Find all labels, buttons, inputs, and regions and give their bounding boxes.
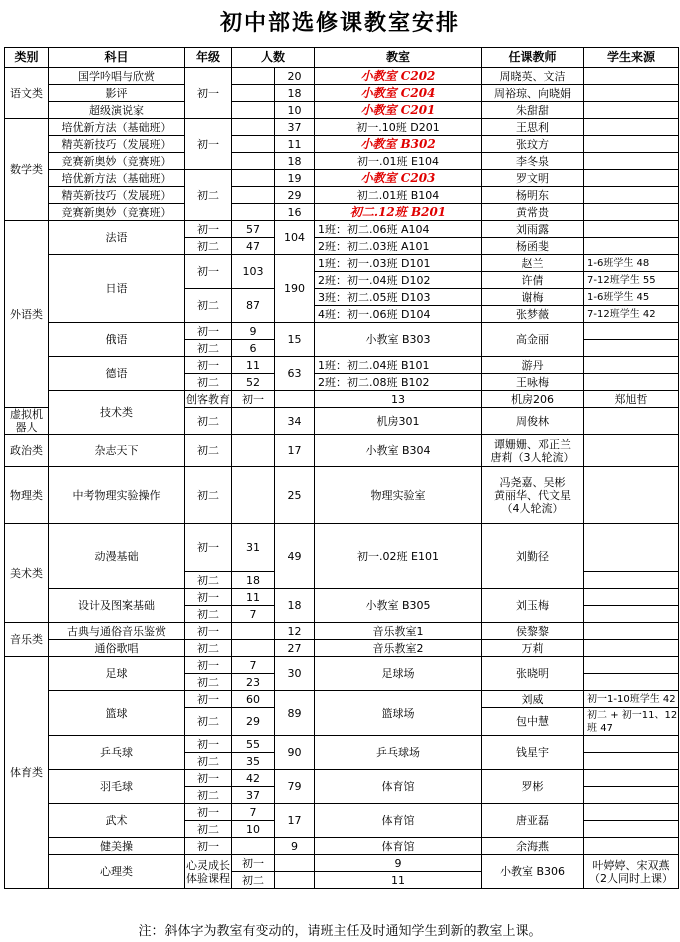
table-row [5,153,679,170]
table-row [5,467,679,524]
table-cell: 语文类 [5,68,49,119]
table-cell: 动漫基础 [49,524,185,589]
table-cell: 侯黎黎 [482,623,584,640]
table-cell: 初二.12班 B201 [315,204,482,221]
table-row [5,770,679,787]
header-count: 人数 [232,48,315,68]
table-cell: 60 [232,691,275,708]
table-cell: 初二 [185,708,232,736]
table-cell: 104 [275,221,315,255]
table-cell: 18 [232,572,275,589]
table-cell: 初二 [185,787,232,804]
table-cell: 王思利 [482,119,584,136]
table-cell: 初二 + 初一11、12 班 47 [584,708,679,736]
table-cell [232,136,275,153]
table-cell: 9 [315,855,482,872]
table-cell: 11 [232,589,275,606]
table-cell: 美术类 [5,524,49,623]
table-cell: 1班：初一.03班 D101 [315,255,482,272]
table-cell: 52 [232,374,275,391]
table-cell: 初一 [185,657,232,674]
table-cell: 黄常贵 [482,204,584,221]
table-cell: 42 [232,770,275,787]
table-cell [584,357,679,374]
table-cell: 7 [232,657,275,674]
table-cell: 音乐教室1 [315,623,482,640]
schedule-table [4,47,679,889]
table-cell: 初一 [185,357,232,374]
table-cell: 3班：初二.05班 D103 [315,289,482,306]
table-cell [275,855,315,872]
table-cell: 叶婷婷、宋双燕 （2人同时上课） [584,855,679,889]
table-cell: 乒乓球 [49,736,185,770]
table-cell: 高金丽 [482,323,584,357]
table-cell: 小教室 B306 [482,855,584,889]
table-cell: 精英新技巧（发展班） [49,187,185,204]
table-cell: 初一 [185,804,232,821]
table-cell: 机房301 [315,408,482,435]
table-cell: 103 [232,255,275,289]
table-cell: 2班：初二.08班 B102 [315,374,482,391]
header-grade: 年级 [185,48,232,68]
table-cell: 古典与通俗音乐鉴赏 [49,623,185,640]
table-row [5,736,679,753]
table-cell: 赵兰 [482,255,584,272]
table-cell: 培优新方法（基础班） [49,119,185,136]
table-cell: 11 [315,872,482,889]
table-cell: 初一 [185,255,232,289]
table-cell: 初一.02班 E101 [315,524,482,589]
table-cell [275,391,315,408]
table-cell: 培优新方法（基础班） [49,170,185,187]
table-row [5,691,679,708]
table-cell: 通俗歌唱 [49,640,185,657]
table-cell: 初二 [185,408,232,435]
table-cell: 87 [232,289,275,323]
table-row [5,170,679,187]
table-cell: 31 [232,524,275,572]
table-row [5,85,679,102]
table-cell [584,657,679,674]
table-cell [584,204,679,221]
header-classroom: 教室 [315,48,482,68]
table-cell: 初二 [185,572,232,589]
table-cell [584,640,679,657]
table-cell: 57 [232,221,275,238]
table-cell [584,770,679,787]
table-cell: 29 [275,187,315,204]
table-cell: 7 [232,606,275,623]
table-cell [584,736,679,753]
table-cell: 刘雨露 [482,221,584,238]
table-cell: 初二.01班 B104 [315,187,482,204]
table-cell: 初二 [232,872,275,889]
table-cell: 4班：初一.06班 D104 [315,306,482,323]
table-cell [584,606,679,623]
footnote: 注：斜体字为教室有变动的，请班主任及时通知学生到新的教室上课。 [138,924,542,939]
table-cell: 周晓英、文洁 [482,68,584,85]
table-cell: 20 [275,68,315,85]
table-cell: 30 [275,657,315,691]
table-row [5,524,679,572]
table-cell: 10 [275,102,315,119]
table-cell: 足球 [49,657,185,691]
table-cell: 小教室 C203 [315,170,482,187]
table-cell [232,204,275,221]
table-cell: 16 [275,204,315,221]
table-cell: 外语类 [5,221,49,408]
table-cell: 中考物理实验操作 [49,467,185,524]
table-cell: 杨函斐 [482,238,584,255]
table-cell: 精英新技巧（发展班） [49,136,185,153]
table-cell [584,435,679,467]
table-cell [232,102,275,119]
table-cell [232,435,275,467]
table-cell: 政治类 [5,435,49,467]
table-cell: 90 [275,736,315,770]
table-cell: 初一 [185,524,232,572]
table-cell: 7-12班学生 42 [584,306,679,323]
header-row [5,48,679,68]
table-cell [584,674,679,691]
table-cell [584,408,679,435]
table-cell: 心灵成长体验课程 [185,855,232,889]
table-cell: 6 [232,340,275,357]
table-cell: 谢梅 [482,289,584,306]
table-cell: 杂志天下 [49,435,185,467]
table-cell [232,153,275,170]
table-cell: 初二 [185,753,232,770]
table-cell: 朱甜甜 [482,102,584,119]
table-cell: 25 [275,467,315,524]
table-cell: 1-6班学生 45 [584,289,679,306]
table-cell: 罗彬 [482,770,584,804]
table-cell: 初一 [185,68,232,119]
table-cell [584,187,679,204]
table-cell: 初一 [185,221,232,238]
table-cell: 小教室 C201 [315,102,482,119]
table-cell: 刘威 [482,691,584,708]
table-cell: 物理实验室 [315,467,482,524]
table-cell: 2班：初一.04班 D102 [315,272,482,289]
table-cell: 音乐类 [5,623,49,657]
table-cell: 竞赛新奥妙（竞赛班） [49,204,185,221]
table-cell: 数学类 [5,119,49,221]
table-cell: 初一 [185,623,232,640]
table-cell: 12 [275,623,315,640]
table-cell: 18 [275,589,315,623]
table-cell: 李冬泉 [482,153,584,170]
table-cell: 89 [275,691,315,736]
table-cell: 创客教育 [186,392,230,406]
table-cell: 羽毛球 [49,770,185,804]
table-cell: 国学吟唱与欣赏 [49,68,185,85]
table-cell: 初一 [185,119,232,170]
table-cell [232,85,275,102]
table-cell: 小教室 B305 [315,589,482,623]
table-cell [584,153,679,170]
table-cell: 虚拟机器人 [5,408,49,435]
table-cell: 影评 [49,85,185,102]
table-cell: 钱星宇 [482,736,584,770]
table-cell: 55 [232,736,275,753]
header-teacher: 任课教师 [482,48,584,68]
table-cell: 张玟方 [482,136,584,153]
page-title: 初中部选修课教室安排 [219,10,460,36]
table-cell: 初一1-10班学生 42 [584,691,679,708]
table-cell: 物理类 [5,467,49,524]
table-cell: 1班：初二.06班 A104 [315,221,482,238]
table-cell: 包中慧 [482,708,584,736]
table-cell: 刘玉梅 [482,589,584,623]
table-row [5,657,679,674]
table-cell: 万莉 [482,640,584,657]
table-cell: 35 [232,753,275,770]
table-row [5,119,679,136]
table-row [5,323,679,340]
table-cell: 初二 [185,435,232,467]
table-cell: 17 [275,804,315,838]
table-cell: 1班：初二.04班 B101 [315,357,482,374]
table-cell: 11 [275,136,315,153]
table-cell [232,119,275,136]
table-cell [584,136,679,153]
table-cell [584,221,679,238]
table-cell: 张梦薇 [482,306,584,323]
table-cell: 1-6班学生 48 [584,255,679,272]
table-cell [584,589,679,606]
table-cell [584,623,679,640]
table-cell: 初二 [185,674,232,691]
table-cell: 许倩 [482,272,584,289]
table-cell: 29 [232,708,275,736]
table-cell: 18 [275,153,315,170]
table-cell: 初一.10班 D201 [315,119,482,136]
table-cell [584,374,679,391]
table-cell: 17 [275,435,315,467]
table-cell: 初一 [185,323,232,340]
table-cell: 初一 [185,589,232,606]
table-cell: 王咏梅 [482,374,584,391]
table-cell: 初一 [185,736,232,753]
table-cell: 足球场 [315,657,482,691]
table-cell: 初二 [185,821,232,838]
table-cell [232,838,275,855]
table-cell: 郑旭哲 [584,391,679,408]
header-category: 类别 [5,48,49,68]
table-cell [232,467,275,524]
table-cell: 初二 [185,640,232,657]
table-cell: 罗文明 [482,170,584,187]
table-cell: 初一 [185,691,232,708]
table-cell: 篮球 [49,691,185,736]
table-cell [584,572,679,589]
table-cell [584,340,679,357]
table-cell: 37 [232,787,275,804]
table-cell [584,838,679,855]
table-cell: 79 [275,770,315,804]
table-cell: 小教室 B303 [315,323,482,357]
table-cell: 初二 [185,289,232,323]
table-cell: 音乐教室2 [315,640,482,657]
table-cell: 190 [275,255,315,323]
table-cell: 9 [275,838,315,855]
table-cell: 竞赛新奥妙（竞赛班） [49,153,185,170]
table-cell: 37 [275,119,315,136]
table-row [5,804,679,821]
table-cell: 体育馆 [315,838,482,855]
table-cell: 法语 [49,221,185,255]
table-row [5,102,679,119]
table-row [5,204,679,221]
table-cell [584,804,679,821]
table-row [5,855,679,872]
table-cell [584,238,679,255]
table-cell [232,68,275,85]
table-cell [584,524,679,572]
table-cell: 小教室 B302 [315,136,482,153]
table-cell: 设计及图案基础 [49,589,185,623]
table-cell: 7 [232,804,275,821]
table-cell: 周俊林 [482,408,584,435]
table-cell: 初一 [185,838,232,855]
table-cell: 冯尧嘉、吴彬 黄丽华、代文星 （4人轮流） [482,467,584,524]
table-cell: 游丹 [482,357,584,374]
table-cell [584,119,679,136]
table-cell: 篮球场 [315,691,482,736]
table-cell [232,408,275,435]
table-cell [584,170,679,187]
table-cell: 初二 [185,374,232,391]
table-cell: 刘勤径 [482,524,584,589]
table-row [5,838,679,855]
table-cell [275,872,315,889]
table-cell [584,85,679,102]
table-cell: 杨明东 [482,187,584,204]
table-cell [584,102,679,119]
table-cell: 初二 [185,238,232,255]
table-cell: 武术 [49,804,185,838]
table-cell: 13 [315,391,482,408]
table-cell: 初二 [185,467,232,524]
table-cell [584,323,679,340]
table-row [5,435,679,467]
header-student-source: 学生来源 [584,48,679,68]
table-cell [584,467,679,524]
table-cell: 小教室 C204 [315,85,482,102]
table-cell [232,187,275,204]
table-cell: 11 [232,357,275,374]
table-cell: 9 [232,323,275,340]
header-subject: 科目 [49,48,185,68]
table-cell: 18 [275,85,315,102]
table-cell: 德语 [49,357,185,391]
table-row [5,623,679,640]
table-cell: 健美操 [49,838,185,855]
table-cell: 唐亚磊 [482,804,584,838]
table-cell: 谭姗姗、邓正兰 唐莉（3人轮流） [482,435,584,467]
table-cell: 张晓明 [482,657,584,691]
table-cell: 49 [275,524,315,589]
table-row [5,255,679,272]
table-cell: 47 [232,238,275,255]
table-cell: 63 [275,357,315,391]
table-cell [584,821,679,838]
table-cell: 机房206 [482,391,584,408]
table-row [5,68,679,85]
table-cell: 俄语 [49,323,185,357]
table-cell: 余海燕 [482,838,584,855]
table-cell: 乒乓球场 [315,736,482,770]
table-cell: 初一 [232,855,275,872]
table-cell: 初一.01班 E104 [315,153,482,170]
table-cell: 体育类 [5,657,49,889]
table-cell: 2班：初二.03班 A101 [315,238,482,255]
schedule-body [5,68,679,889]
table-cell: 15 [275,323,315,357]
table-cell: 周裕琼、向晓娟 [482,85,584,102]
table-cell: 体育馆 [315,770,482,804]
table-cell: 心理类 [49,855,185,889]
table-row [5,357,679,374]
table-cell: 初二 [185,606,232,623]
table-cell: 19 [275,170,315,187]
table-cell: 小教室 C202 [315,68,482,85]
table-cell: 初二 [185,170,232,221]
table-cell [584,753,679,770]
table-cell: 初二 [185,340,232,357]
table-cell [232,170,275,187]
table-cell: 10 [232,821,275,838]
table-row [5,136,679,153]
table-cell: 小教室 B304 [315,435,482,467]
table-cell: 7-12班学生 55 [584,272,679,289]
table-cell [232,640,275,657]
table-row [5,589,679,606]
table-cell [584,68,679,85]
table-cell: 初一 [232,391,275,408]
table-row [5,221,679,238]
table-cell: 超级演说家 [49,102,185,119]
table-cell [584,787,679,804]
table-cell: 27 [275,640,315,657]
table-cell: 34 [275,408,315,435]
table-row [5,391,679,408]
table-cell: 体育馆 [315,804,482,838]
table-cell: 初一 [185,770,232,787]
table-row [5,187,679,204]
table-cell: 23 [232,674,275,691]
table-row [5,640,679,657]
table-cell: 日语 [49,255,185,323]
table-cell: 技术类 [49,391,185,435]
table-cell [232,623,275,640]
